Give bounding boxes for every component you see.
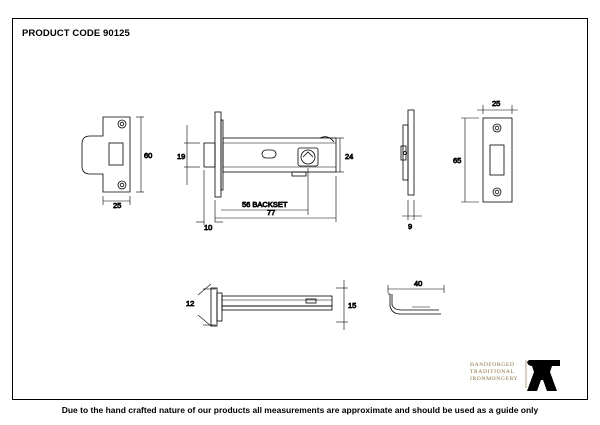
footer-disclaimer: Due to the hand crafted nature of our products all measurements are approximate and should be used as a guide only <box>61 405 539 415</box>
striker-profile-view <box>388 285 444 314</box>
brand-line-1: HANDFORGED <box>470 362 515 368</box>
dim-side-height: 19 <box>177 152 186 161</box>
dim-front-width: 25 <box>113 201 122 210</box>
brand-line-2: TRADITIONAL <box>470 369 515 375</box>
edge-view <box>401 110 422 220</box>
dim-backset: 56 BACKSET <box>242 200 288 209</box>
front-plate-view <box>82 117 144 205</box>
dim-striker-length: 40 <box>414 279 423 288</box>
product-code: PRODUCT CODE 90125 <box>22 28 130 39</box>
dim-overall-length: 77 <box>267 208 276 217</box>
dim-top-height: 12 <box>186 299 195 308</box>
dim-front-height: 60 <box>144 151 153 160</box>
anvil-logo-icon <box>527 360 560 391</box>
dim-case-height: 24 <box>345 152 354 161</box>
brand-line-3: IRONMONGERY <box>470 376 519 382</box>
dim-edge-depth: 9 <box>408 222 413 231</box>
dim-face-offset: 10 <box>204 223 213 232</box>
keep-plate-view <box>461 105 518 202</box>
dim-top-case-height: 15 <box>348 301 357 310</box>
dim-keep-height: 65 <box>453 156 462 165</box>
brand-text <box>470 362 518 383</box>
dim-keep-width: 25 <box>492 99 501 108</box>
latch-top-view <box>198 280 348 330</box>
